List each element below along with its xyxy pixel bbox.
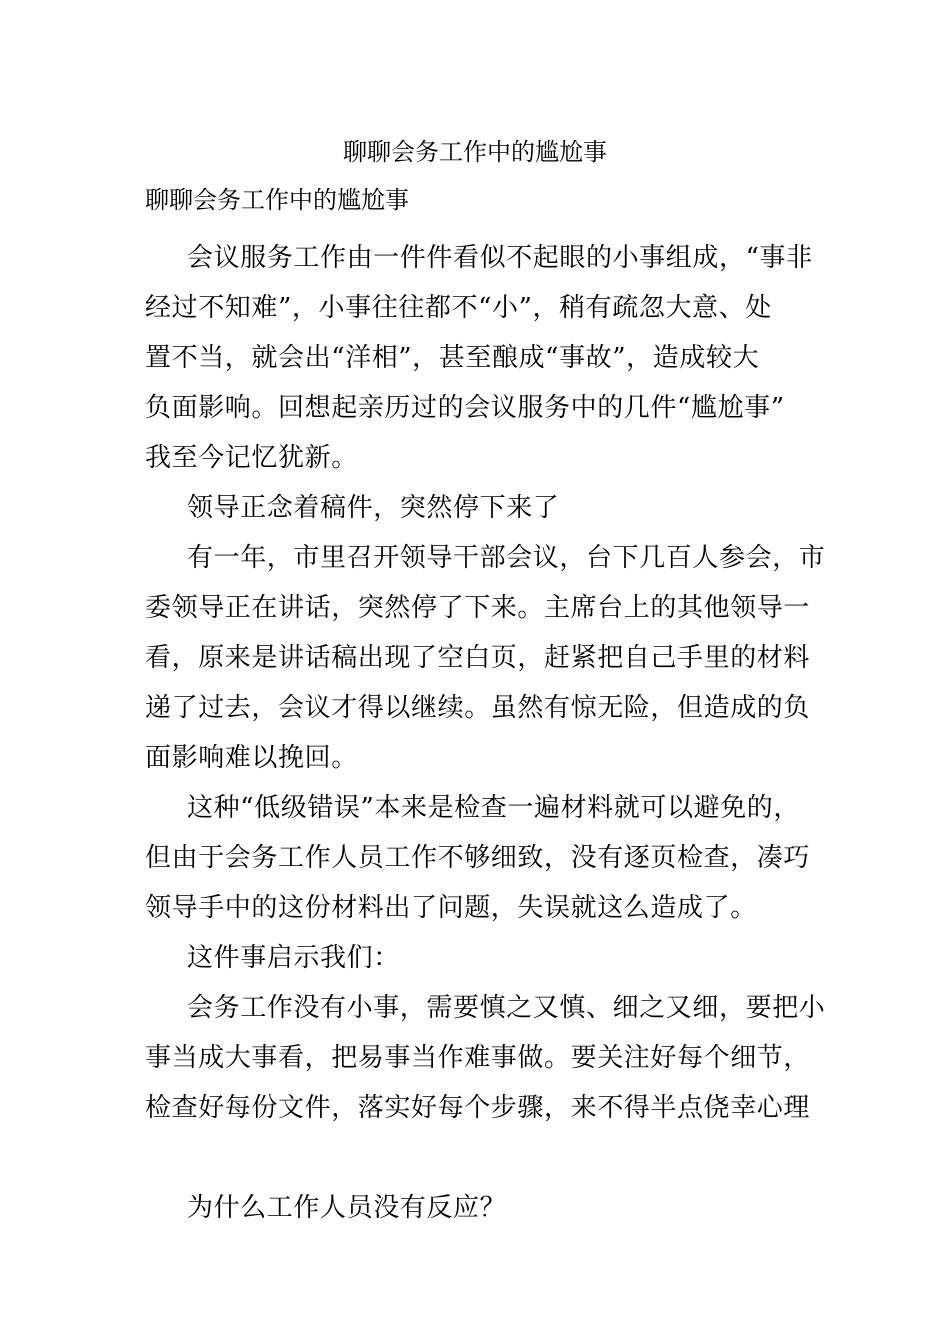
document-subtitle: 聊聊会务工作中的尴尬事 — [145, 186, 409, 214]
text-line: 事当成大事看，把易事当作难事做。要关注好每个细节， — [145, 1043, 811, 1073]
document-body — [145, 184, 826, 1233]
paragraph-intro — [145, 233, 813, 483]
text-line: 委领导正在讲话，突然停了下来。主席台上的其他领导一 — [145, 593, 811, 623]
paragraph-analysis — [145, 783, 811, 933]
section-heading-2 — [145, 1183, 807, 1233]
text-line: 但由于会务工作人员工作不够细致，没有逐页检查，凑巧 — [145, 843, 811, 873]
text-line: 会议服务工作由一件件看似不起眼的小事组成，“事非 — [187, 243, 813, 273]
paragraph-lesson-heading — [145, 933, 807, 983]
paragraph-story — [145, 533, 826, 783]
text-line: 检查好每份文件，落实好每个步骤，来不得半点侥幸心理 — [145, 1093, 811, 1123]
section-heading — [145, 483, 807, 533]
text-line: 为什么工作人员没有反应？ — [187, 1193, 507, 1223]
text-line: 置不当，就会出“洋相”，甚至酿成“事故”，造成较大 — [145, 343, 760, 373]
document-title: 聊聊会务工作中的尴尬事 — [343, 138, 607, 166]
text-line: 面影响难以挽回。 — [145, 743, 358, 773]
text-line: 领导正念着稿件，突然停下来了 — [187, 493, 560, 523]
text-line: 我至今记忆犹新。 — [145, 443, 358, 473]
text-line: 看，原来是讲话稿出现了空白页，赶紧把自己手里的材料 — [145, 643, 811, 673]
text-line: 递了过去，会议才得以继续。虽然有惊无险，但造成的负 — [145, 693, 811, 723]
text-line: 会务工作没有小事，需要慎之又慎、细之又细，要把小 — [187, 993, 826, 1023]
text-line: 经过不知难”，小事往往都不“小”，稍有疏忽大意、处 — [145, 293, 772, 323]
text-line: 这种“低级错误”本来是检查一遍材料就可以避免的， — [187, 793, 800, 823]
text-line: 领导手中的这份材料出了问题，失误就这么造成了。 — [145, 893, 757, 923]
text-line: 负面影响。回想起亲历过的会议服务中的几件“尴尬事” — [145, 393, 785, 423]
text-line: 有一年，市里召开领导干部会议，台下几百人参会，市 — [187, 543, 826, 573]
text-line: 这件事启示我们： — [187, 943, 400, 973]
paragraph-lesson — [145, 983, 826, 1133]
